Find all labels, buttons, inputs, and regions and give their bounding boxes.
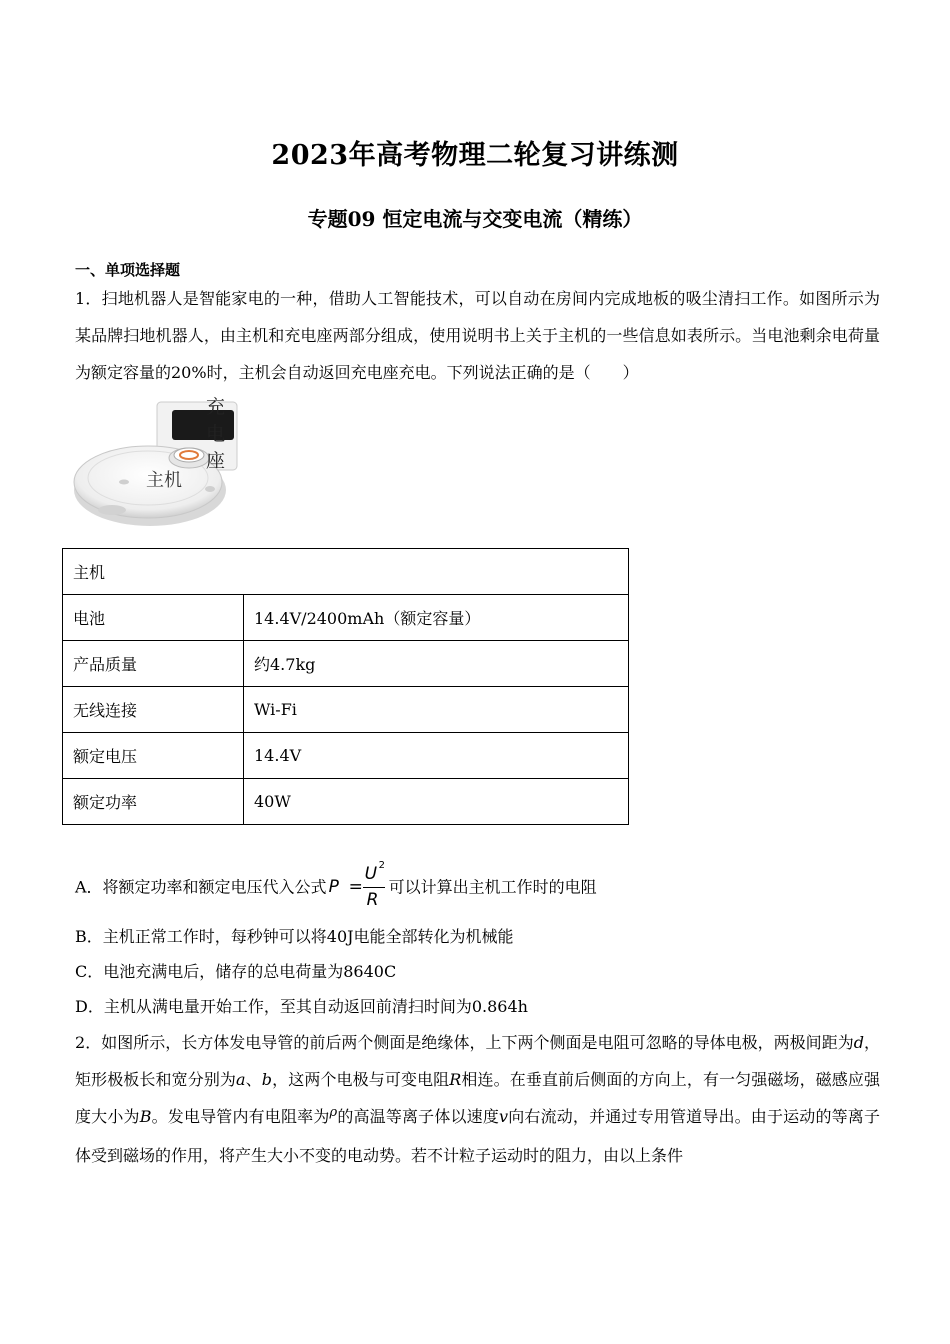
- option-a-suffix: 可以计算出主机工作时的电阻: [388, 877, 597, 897]
- option-a-prefix: A．将额定功率和额定电压代入公式: [75, 877, 327, 897]
- var-v: v: [499, 1107, 509, 1126]
- formula-denominator: R: [366, 890, 379, 910]
- var-d: d: [853, 1033, 864, 1052]
- dock-label: 充电座: [206, 396, 226, 472]
- table-row: [63, 687, 629, 733]
- table-cell: 电池: [63, 595, 244, 641]
- q2-text-part: ，这两个电极与可变电阻: [272, 1070, 450, 1089]
- table-row: [63, 779, 629, 825]
- page-title: 2023年高考物理二轮复习讲练测: [271, 140, 679, 171]
- question-2-text: [75, 1024, 880, 1174]
- q2-text-part: 。发电导管内有电阻率为: [151, 1107, 330, 1126]
- formula-exponent: 2: [378, 860, 385, 871]
- table-row: [63, 595, 629, 641]
- table-row: [63, 733, 629, 779]
- option-a: [75, 860, 597, 912]
- table-cell: 14.4V/2400mAh（额定容量）: [244, 595, 629, 641]
- table-cell: 40W: [244, 779, 629, 825]
- question-1-text: 1．扫地机器人是智能家电的一种，借助人工智能技术，可以自动在房间内完成地板的吸尘清扫工作。如图所示为某品牌扫地机器人，由主机和充电座两部分组成，使用说明书上关于主机的一些信息如表所示。当电池剩余电荷量为额定容量的20%时，主机会自动返回充电座充电。下列说法正确的是（ ）: [75, 289, 880, 382]
- fraction-bar: [363, 887, 385, 888]
- host-label: 主机: [146, 470, 182, 491]
- option-c: C．电池充满电后，储存的总电荷量为8640C: [75, 962, 397, 981]
- q2-text-part: 相连。在垂直前后侧面的方向上，有一匀强磁场，磁感应强度大小为: [75, 1070, 880, 1126]
- table-cell: 额定功率: [63, 779, 244, 825]
- table-header-cell: 主机: [63, 549, 629, 595]
- section-heading: 一、单项选择题: [75, 261, 181, 279]
- spec-table: [62, 548, 629, 825]
- q2-text-part: 2．如图所示，长方体发电导管的前后两个侧面是绝缘体，上下两个侧面是电阻可忽略的导体电极，两极间距为: [75, 1033, 854, 1052]
- table-cell: 约4.7kg: [244, 641, 629, 687]
- q2-text-part: 向右流动，并通过专用管道导出。由于运动的等离子体受到磁场的作用，将产生大小不变的电动势。若不计粒子运动时的阻力，由以上条件: [75, 1107, 880, 1165]
- option-b: B．主机正常工作时，每秒钟可以将40J电能全部转化为机械能: [75, 927, 514, 946]
- power-formula: [327, 860, 389, 912]
- formula-eq: =: [348, 877, 363, 897]
- formula-lhs: P: [328, 877, 339, 897]
- table-cell: 额定电压: [63, 733, 244, 779]
- table-row: [63, 549, 629, 595]
- var-rho: ρ: [329, 1105, 338, 1120]
- q2-text-part: 、: [245, 1070, 262, 1089]
- var-b: b: [261, 1070, 273, 1089]
- table-cell: Wi-Fi: [244, 687, 629, 733]
- table-cell: 产品质量: [63, 641, 244, 687]
- page-subtitle: 专题09 恒定电流与交变电流（精练）: [307, 207, 643, 231]
- robot-vacuum-figure: [72, 392, 242, 532]
- var-b-field: B: [139, 1107, 152, 1126]
- table-cell: 14.4V: [244, 733, 629, 779]
- q2-text-part: 的高温等离子体以速度: [337, 1107, 500, 1126]
- table-cell: 无线连接: [63, 687, 244, 733]
- option-d: D．主机从满电量开始工作，至其自动返回前清扫时间为0.864h: [75, 997, 528, 1016]
- var-r: R: [449, 1070, 462, 1089]
- var-a: a: [236, 1070, 246, 1089]
- q2-text-part: ，矩形极板长和宽分别为: [75, 1033, 880, 1089]
- formula-numerator: U: [364, 864, 378, 884]
- table-row: [63, 641, 629, 687]
